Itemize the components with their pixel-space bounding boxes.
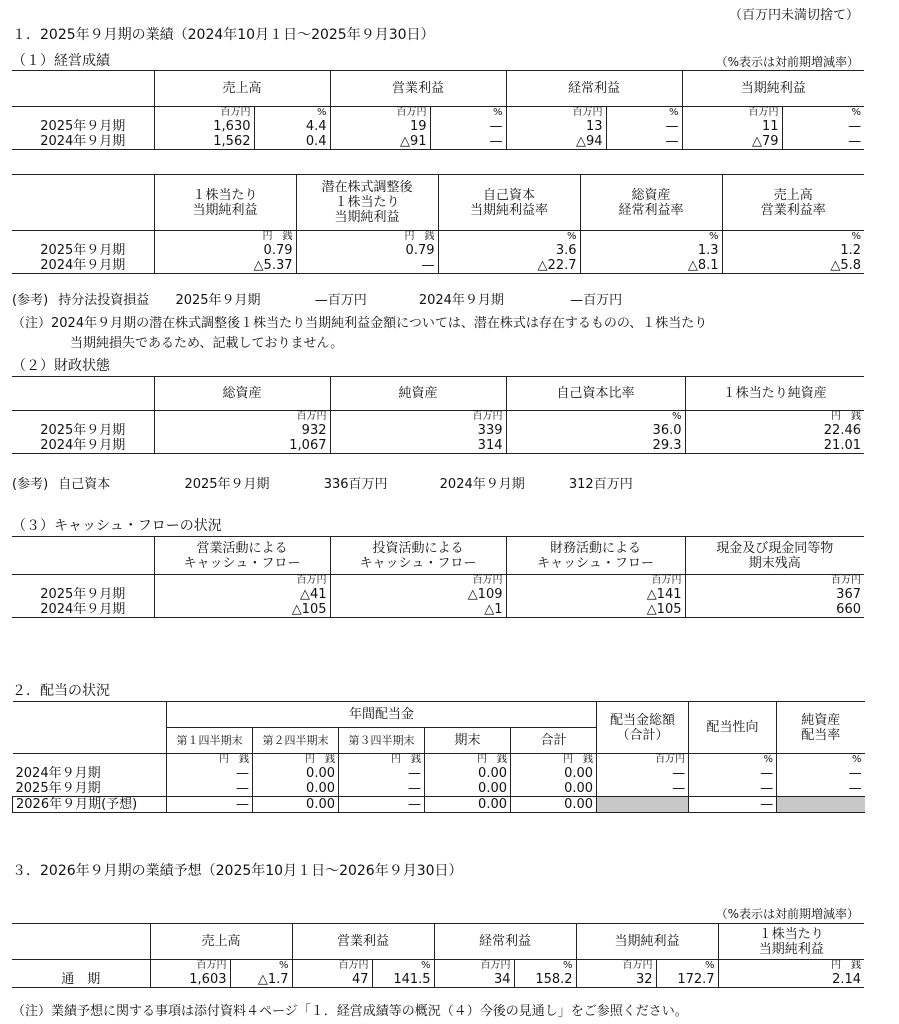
value-cell: —	[339, 766, 425, 781]
table-row	[12, 587, 864, 602]
unit-cell: 百万円	[506, 107, 606, 120]
header-payout-ratio: 配当性向	[689, 702, 777, 754]
table-row	[13, 797, 865, 813]
value-cell: △1	[330, 602, 506, 618]
ref-period: 2024年９月期	[418, 293, 504, 308]
value-cell: 3.6	[438, 243, 580, 258]
table-row	[12, 972, 864, 988]
header-op-margin: 売上高 営業利益率	[722, 175, 864, 231]
value-cell: 660	[685, 602, 864, 618]
unit-cell: %	[580, 231, 722, 244]
unit-cell: 百万円	[434, 960, 514, 973]
header-annual-dividend: 年間配当金	[167, 702, 597, 728]
value-cell: 0.4	[254, 134, 330, 150]
note-line: 当期純損失であるため、記載しておりません。	[70, 336, 344, 351]
unit-cell: 円 銭	[718, 960, 864, 973]
unit-cell: 円 銭	[296, 231, 438, 244]
value-cell: △109	[330, 587, 506, 602]
row-label: 2024年９月期	[12, 134, 154, 150]
value-cell: 0.00	[511, 781, 597, 797]
row-label: 2025年９月期	[15, 781, 101, 796]
value-cell: —	[689, 766, 777, 781]
ref-item: 自己資本	[58, 477, 111, 492]
header-diluted-eps: 潜在株式調整後 １株当たり 当期純利益	[296, 175, 438, 231]
value-cell: 0.00	[253, 797, 339, 813]
unit-cell: 円 銭	[425, 754, 511, 767]
header-q3: 第３四半期末	[339, 728, 425, 754]
value-cell: △141	[506, 587, 685, 602]
header-eps: １株当たり 当期純利益	[154, 175, 296, 231]
header-eps: １株当たり 当期純利益	[718, 924, 864, 960]
value-cell: 29.3	[506, 438, 685, 454]
unit-note: （百万円未満切捨て）	[728, 8, 859, 23]
value-cell: —	[606, 134, 682, 150]
section1-2-title: （２）財政状態	[12, 358, 110, 374]
table-row	[13, 781, 865, 797]
header-sales: 売上高	[150, 924, 292, 960]
ref-period: 2025年９月期	[184, 477, 270, 492]
value-cell: —	[597, 781, 689, 797]
value-cell: 1.2	[722, 243, 864, 258]
table-row	[12, 438, 864, 454]
value-cell: 0.00	[511, 797, 597, 813]
row-label: 2024年９月期	[12, 602, 154, 618]
value-cell: 0.00	[425, 781, 511, 797]
value-cell: 22.46	[685, 423, 864, 438]
value-cell: 36.0	[506, 423, 685, 438]
header-sales: 売上高	[154, 71, 330, 107]
ref-value: 336百万円	[323, 477, 388, 492]
header-financing-cf: 財務活動による キャッシュ・フロー	[506, 537, 685, 575]
value-cell: 1.3	[580, 243, 722, 258]
ref-period: 2024年９月期	[439, 477, 525, 492]
financial-position-table	[12, 376, 864, 454]
unit-cell: 百万円	[330, 575, 506, 588]
value-cell	[777, 797, 865, 813]
unit-cell: 円 銭	[339, 754, 425, 767]
row-label: 2025年９月期	[40, 119, 126, 134]
value-cell: 0.79	[296, 243, 438, 258]
pct-note-forecast: （%表示は対前期増減率）	[715, 907, 859, 921]
unit-cell: %	[777, 754, 865, 767]
value-cell: 0.00	[253, 766, 339, 781]
value-cell: —	[430, 119, 506, 134]
value-cell: 0.00	[253, 781, 339, 797]
dividends-table	[12, 701, 865, 813]
value-cell: 0.00	[511, 766, 597, 781]
unit-cell: 円 銭	[511, 754, 597, 767]
header-investing-cf: 投資活動による キャッシュ・フロー	[330, 537, 506, 575]
value-cell: 1,562	[154, 134, 254, 150]
row-label: 2024年９月期	[12, 258, 154, 274]
forecast-table	[12, 923, 864, 988]
header-ordinary-profit: 経常利益	[506, 71, 682, 107]
reference-equity-method	[12, 289, 622, 308]
reference-equity	[12, 473, 633, 492]
unit-cell: 百万円	[597, 754, 689, 767]
ref-item: 持分法投資損益	[58, 293, 150, 308]
unit-cell: %	[606, 107, 682, 120]
unit-cell: 百万円	[150, 960, 230, 973]
header-equity-ratio: 自己資本比率	[506, 377, 685, 411]
header-total-assets: 総資産	[154, 377, 330, 411]
unit-cell: 円 銭	[167, 754, 253, 767]
unit-cell: 百万円	[576, 960, 656, 973]
header-doe: 純資産 配当率	[777, 702, 865, 754]
value-cell: 34	[434, 972, 514, 988]
value-cell: 47	[292, 972, 372, 988]
header-net-assets: 純資産	[330, 377, 506, 411]
unit-cell: %	[722, 231, 864, 244]
section1-3-title: （３）キャッシュ・フローの状況	[12, 518, 222, 534]
value-cell: 339	[330, 423, 506, 438]
operating-results-table	[12, 70, 864, 150]
value-cell: —	[782, 119, 864, 134]
value-cell: 1,603	[150, 972, 230, 988]
row-label: 2024年９月期	[15, 766, 101, 781]
value-cell: 21.01	[685, 438, 864, 454]
unit-cell: 百万円	[506, 575, 685, 588]
value-cell: △105	[154, 602, 330, 618]
header-net-profit: 当期純利益	[682, 71, 864, 107]
pct-note: （%表示は対前期増減率）	[715, 55, 859, 69]
row-label: 2025年９月期	[40, 423, 126, 438]
unit-cell: 百万円	[682, 107, 782, 120]
header-q1: 第１四半期末	[167, 728, 253, 754]
ref-label: (参考)	[12, 477, 49, 492]
header-cash-balance: 現金及び現金同等物 期末残高	[685, 537, 864, 575]
value-cell: —	[339, 781, 425, 797]
section2-title: ２．配当の状況	[12, 683, 110, 699]
header-operating-cf: 営業活動による キャッシュ・フロー	[154, 537, 330, 575]
value-cell: —	[430, 134, 506, 150]
row-label: 通 期	[12, 972, 150, 988]
note-line: （注）2024年９月期の潜在株式調整後１株当たり当期純利益金額については、潜在株式は存在するものの、１株当たり	[12, 316, 708, 331]
table-row	[12, 602, 864, 618]
ref-label: (参考)	[12, 293, 49, 308]
unit-cell: 円 銭	[685, 411, 864, 424]
value-cell: 0.00	[425, 766, 511, 781]
value-cell: 2.14	[718, 972, 864, 988]
value-cell: △5.8	[722, 258, 864, 274]
value-cell: —	[689, 797, 777, 813]
per-share-table	[12, 174, 864, 274]
header-operating-profit: 営業利益	[292, 924, 434, 960]
value-cell: —	[167, 781, 253, 797]
header-operating-profit: 営業利益	[330, 71, 506, 107]
unit-cell: 百万円	[685, 575, 864, 588]
value-cell: 1,630	[154, 119, 254, 134]
unit-cell: %	[372, 960, 434, 973]
ref-period: 2025年９月期	[175, 293, 261, 308]
value-cell: —	[167, 797, 253, 813]
value-cell: —	[782, 134, 864, 150]
value-cell: —	[606, 119, 682, 134]
value-cell: —	[167, 766, 253, 781]
table-row	[12, 258, 864, 274]
value-cell: △22.7	[438, 258, 580, 274]
header-bps: １株当たり純資産	[685, 377, 864, 411]
value-cell: 4.4	[254, 119, 330, 134]
table-row	[12, 243, 864, 258]
unit-cell: 百万円	[154, 107, 254, 120]
value-cell: 0.00	[425, 797, 511, 813]
value-cell	[597, 797, 689, 813]
unit-cell: 百万円	[330, 411, 506, 424]
unit-cell: %	[254, 107, 330, 120]
value-cell: —	[777, 766, 865, 781]
value-cell: 158.2	[514, 972, 576, 988]
header-total: 合計	[511, 728, 597, 754]
value-cell: 141.5	[372, 972, 434, 988]
unit-cell: %	[656, 960, 718, 973]
unit-cell: %	[689, 754, 777, 767]
header-dividend-total: 配当金総額 （合計）	[597, 702, 689, 754]
value-cell: △5.37	[154, 258, 296, 274]
unit-cell: %	[230, 960, 292, 973]
unit-cell: %	[514, 960, 576, 973]
unit-cell: %	[438, 231, 580, 244]
value-cell: —	[339, 797, 425, 813]
table-row	[13, 766, 865, 781]
value-cell: —	[597, 766, 689, 781]
value-cell: 13	[506, 119, 606, 134]
value-cell: △105	[506, 602, 685, 618]
row-label: 2025年９月期	[40, 243, 126, 258]
row-label: 2025年９月期	[40, 587, 126, 602]
header-net-profit: 当期純利益	[576, 924, 718, 960]
row-label: 2026年９月期(予想)	[13, 797, 167, 813]
unit-cell: 円 銭	[253, 754, 339, 767]
ref-value: —百万円	[314, 293, 367, 308]
table-row	[12, 119, 864, 134]
value-cell: —	[689, 781, 777, 797]
value-cell: △8.1	[580, 258, 722, 274]
section3-title: ３．2026年９月期の業績予想（2025年10月１日～2026年９月30日）	[12, 863, 463, 879]
header-year-end: 期末	[425, 728, 511, 754]
table-row	[12, 134, 864, 150]
header-roe: 自己資本 当期純利益率	[438, 175, 580, 231]
header-q2: 第２四半期末	[253, 728, 339, 754]
cash-flow-table	[12, 536, 864, 618]
value-cell: 19	[330, 119, 430, 134]
section1-title: １．2025年９月期の業績（2024年10月１日～2025年９月30日）	[12, 27, 435, 43]
value-cell: 367	[685, 587, 864, 602]
unit-cell: 百万円	[330, 107, 430, 120]
unit-cell: %	[506, 411, 685, 424]
header-ordinary-profit: 経常利益	[434, 924, 576, 960]
table-row	[12, 423, 864, 438]
value-cell: 932	[154, 423, 330, 438]
value-cell: 314	[330, 438, 506, 454]
value-cell: △79	[682, 134, 782, 150]
value-cell: 172.7	[656, 972, 718, 988]
unit-cell: 百万円	[154, 575, 330, 588]
value-cell: 11	[682, 119, 782, 134]
unit-cell: %	[782, 107, 864, 120]
value-cell: △91	[330, 134, 430, 150]
value-cell: 32	[576, 972, 656, 988]
unit-cell: 百万円	[154, 411, 330, 424]
unit-cell: 百万円	[292, 960, 372, 973]
header-roa: 総資産 経常利益率	[580, 175, 722, 231]
section1-1-title: （１）経営成績	[12, 53, 110, 69]
unit-cell: %	[430, 107, 506, 120]
forecast-note: （注）業績予想に関する事項は添付資料４ページ「１．経営成績等の概況（４）今後の見通し」をご参照ください。	[12, 1004, 688, 1019]
ref-value: 312百万円	[568, 477, 633, 492]
value-cell: —	[777, 781, 865, 797]
value-cell: △1.7	[230, 972, 292, 988]
value-cell: 0.79	[154, 243, 296, 258]
row-label: 2024年９月期	[12, 438, 154, 454]
ref-value: —百万円	[570, 293, 623, 308]
value-cell: △94	[506, 134, 606, 150]
unit-cell: 円 銭	[154, 231, 296, 244]
value-cell: △41	[154, 587, 330, 602]
value-cell: 1,067	[154, 438, 330, 454]
value-cell: —	[296, 258, 438, 274]
